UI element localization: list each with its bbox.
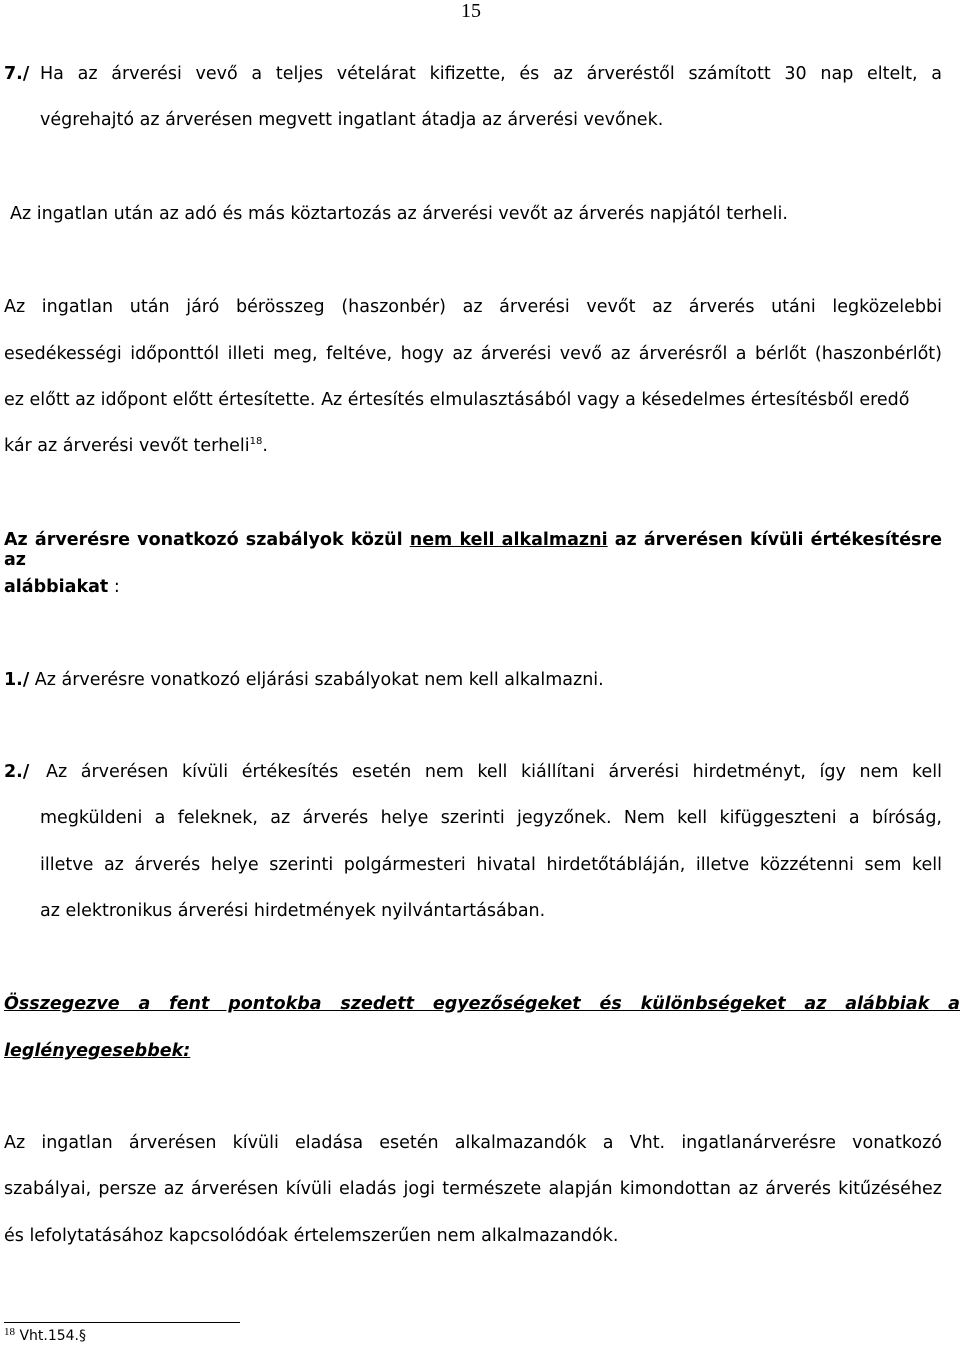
summary-heading-line-1: Összegezve a fent pontokba szedett egyezőségeket és különbségeket az alábbiak a	[4, 994, 960, 1014]
section-7-line-2: végrehajtó az árverésen megvett ingatlant átadja az árverési vevőnek.	[40, 110, 664, 130]
rules-heading-c: az árverésen kívüli értékesítésre az	[4, 530, 942, 570]
rent-paragraph-line-4	[4, 436, 268, 456]
rent-period: .	[262, 436, 268, 456]
item-1-number: 1./	[4, 670, 30, 690]
rent-paragraph-line-2: esedékességi időponttól illeti meg, feltéve, hogy az árverési vevő az árverésről a bérlőt (haszonbérlőt)	[4, 344, 942, 364]
rules-heading-following: alábbiakat	[4, 577, 109, 597]
rules-heading-emphasis: nem kell alkalmazni	[409, 530, 608, 550]
summary-paragraph-line-2: szabályai, persze az árverésen kívüli eladás jogi természete alapján kimondottan az árverés kitűzéséhez	[4, 1179, 942, 1199]
item-1-text: Az árverésre vonatkozó eljárási szabályokat nem kell alkalmazni.	[29, 670, 604, 690]
summary-paragraph-line-3: és lefolytatásához kapcsolódóak értelemszerűen nem alkalmazandók.	[4, 1226, 619, 1246]
item-2-number: 2./	[4, 762, 30, 782]
rent-paragraph-line-3	[4, 390, 909, 410]
rules-heading-line-1	[4, 530, 942, 570]
rent-liability-text: kár az árverési vevőt terheli	[4, 436, 250, 456]
rules-heading-a: Az árverésre vonatkozó szabályok közül	[4, 530, 410, 550]
rules-heading-line-2	[4, 577, 120, 597]
footnote	[4, 1328, 86, 1344]
footnote-rule	[4, 1322, 240, 1323]
rent-damage-text: Az értesítés elmulasztásából vagy a késedelmes értesítésből eredő	[315, 390, 910, 410]
item-2-line-4: az elektronikus árverési hirdetmények nyilvántartásában.	[40, 901, 546, 921]
tax-paragraph: Az ingatlan után az adó és más köztartozás az árverési vevőt az árverés napjától terheli.	[10, 204, 788, 224]
item-2-line-1	[4, 762, 942, 782]
rent-notice-text: ez előtt az időpont előtt értesítette.	[4, 390, 316, 410]
footnote-text: Vht.154.§	[15, 1328, 87, 1344]
summary-heading-line-2: leglényegesebbek:	[4, 1041, 191, 1061]
item-2-text-1: Az árverésen kívüli értékesítés esetén nem kell kiállítani árverési hirdetményt, így nem kell	[46, 762, 942, 782]
rules-heading-colon: :	[108, 577, 120, 597]
footnote-ref: 18	[249, 436, 263, 447]
summary-paragraph-line-1: Az ingatlan árverésen kívüli eladása esetén alkalmazandók a Vht. ingatlanárverésre vonatkozó	[4, 1133, 942, 1153]
section-7-line-1	[4, 64, 942, 84]
item-2-line-2: megküldeni a feleknek, az árverés helye szerinti jegyzőnek. Nem kell kifüggeszteni a bíróság,	[40, 808, 942, 828]
page-number: 15	[461, 0, 481, 22]
item-1	[4, 670, 604, 690]
item-2-line-3: illetve az árverés helye szerinti polgármesteri hivatal hirdetőtábláján, illetve közzétenni sem kell	[40, 855, 942, 875]
section-7-number: 7./	[4, 64, 30, 84]
section-7-text-1: Ha az árverési vevő a teljes vételárat kifizette, és az árveréstől számított 30 nap eltelt, a	[40, 64, 942, 84]
footnote-number: 18	[4, 1326, 15, 1338]
rent-paragraph-line-1: Az ingatlan után járó bérösszeg (haszonbér) az árverési vevőt az árverés utáni legközelebbi	[4, 297, 942, 317]
